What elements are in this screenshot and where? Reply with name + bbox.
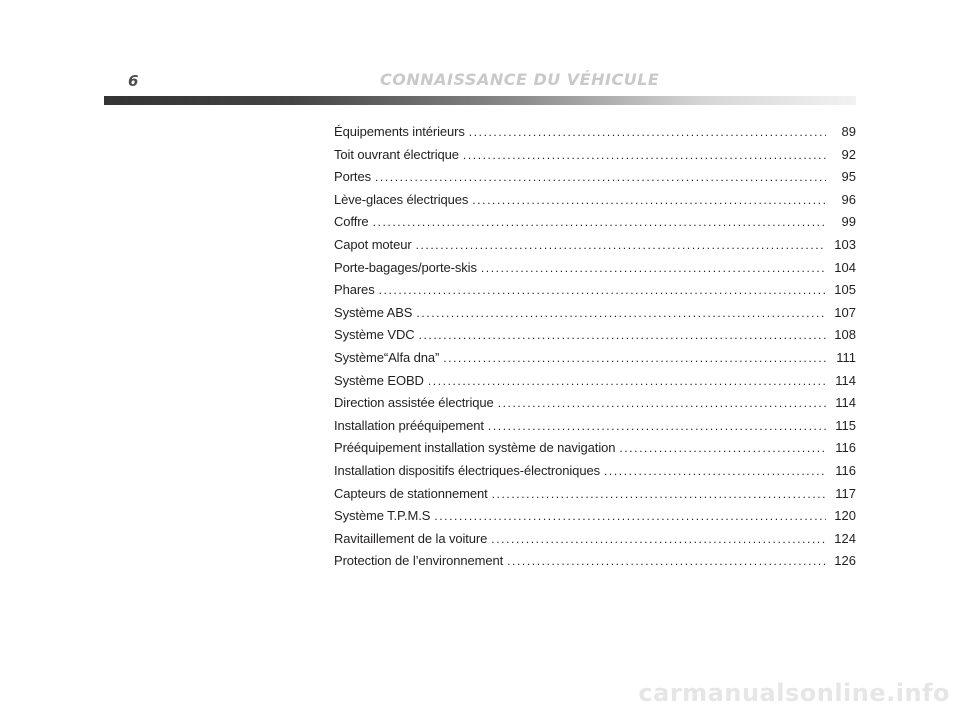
toc-entry[interactable] <box>334 124 856 147</box>
toc-leader-dots <box>488 419 826 433</box>
toc-entry-label: Capot moteur <box>334 236 412 252</box>
table-of-contents <box>334 124 856 576</box>
toc-leader-dots <box>604 464 826 478</box>
toc-leader-dots <box>492 487 826 501</box>
toc-entry-page: 108 <box>834 327 856 343</box>
toc-entry-label: Système“Alfa dna” <box>334 349 440 365</box>
toc-leader-dots <box>481 261 826 275</box>
toc-entry[interactable] <box>334 350 856 373</box>
toc-leader-dots <box>416 306 826 320</box>
toc-leader-dots <box>619 441 826 455</box>
toc-entry-label: Capteurs de stationnement <box>334 485 488 501</box>
toc-leader-dots <box>419 328 826 342</box>
toc-entry[interactable] <box>334 531 856 554</box>
toc-leader-dots <box>507 554 826 568</box>
toc-leader-dots <box>375 170 826 184</box>
toc-entry[interactable] <box>334 237 856 260</box>
toc-entry-label: Système ABS <box>334 304 413 320</box>
toc-entry-label: Système EOBD <box>334 372 424 388</box>
toc-entry-page: 126 <box>834 553 856 569</box>
toc-entry-label: Lève-glaces électriques <box>334 191 469 207</box>
toc-entry-label: Porte-bagages/porte-skis <box>334 259 477 275</box>
toc-entry-page: 92 <box>841 146 856 162</box>
toc-leader-dots <box>498 396 826 410</box>
toc-entry[interactable] <box>334 486 856 509</box>
toc-entry-label: Toit ouvrant électrique <box>334 146 459 162</box>
toc-entry-page: 116 <box>835 462 856 478</box>
toc-entry[interactable] <box>334 305 856 328</box>
toc-entry[interactable] <box>334 327 856 350</box>
toc-leader-dots <box>416 238 826 252</box>
toc-leader-dots <box>434 509 826 523</box>
toc-entry-label: Installation prééquipement <box>334 417 484 433</box>
toc-entry[interactable] <box>334 147 856 170</box>
toc-entry[interactable] <box>334 192 856 215</box>
toc-entry[interactable] <box>334 282 856 305</box>
toc-entry[interactable] <box>334 508 856 531</box>
toc-entry-page: 120 <box>834 508 856 524</box>
toc-entry-page: 117 <box>835 485 856 501</box>
toc-entry-page: 104 <box>834 259 856 275</box>
section-title: CONNAISSANCE DU VÉHICULE <box>380 70 660 89</box>
toc-entry-page: 124 <box>834 530 856 546</box>
header-rule <box>104 96 856 105</box>
watermark: carmanualsonline.info <box>638 679 950 707</box>
toc-entry-label: Système VDC <box>334 327 415 343</box>
toc-leader-dots <box>428 374 826 388</box>
page-number: 6 <box>128 72 139 90</box>
toc-entry[interactable] <box>334 440 856 463</box>
toc-entry-page: 111 <box>836 349 856 365</box>
toc-entry-page: 116 <box>835 440 856 456</box>
toc-entry-label: Système T.P.M.S <box>334 508 431 524</box>
toc-entry-page: 105 <box>834 282 856 298</box>
toc-entry-label: Phares <box>334 282 375 298</box>
toc-entry-label: Ravitaillement de la voiture <box>334 530 488 546</box>
toc-entry-page: 114 <box>835 395 856 411</box>
toc-entry[interactable] <box>334 214 856 237</box>
toc-entry-page: 103 <box>834 236 856 252</box>
toc-entry[interactable] <box>334 463 856 486</box>
toc-leader-dots <box>443 351 826 365</box>
toc-entry-label: Équipements intérieurs <box>334 124 465 139</box>
toc-entry-page: 115 <box>835 417 856 433</box>
toc-entry-page: 107 <box>834 304 856 320</box>
toc-leader-dots <box>463 148 826 162</box>
toc-entry-label: Portes <box>334 169 371 185</box>
toc-leader-dots <box>379 283 826 297</box>
toc-entry[interactable] <box>334 260 856 283</box>
toc-entry-page: 95 <box>841 169 856 185</box>
toc-entry-label: Direction assistée électrique <box>334 395 494 411</box>
toc-entry[interactable] <box>334 418 856 441</box>
toc-leader-dots <box>373 215 826 229</box>
toc-entry-label: Coffre <box>334 214 369 230</box>
toc-entry[interactable] <box>334 373 856 396</box>
toc-leader-dots <box>491 532 826 546</box>
toc-entry-page: 99 <box>841 214 856 230</box>
toc-entry-label: Prééquipement installation système de navigation <box>334 440 616 456</box>
toc-entry[interactable] <box>334 395 856 418</box>
toc-entry[interactable] <box>334 169 856 192</box>
toc-entry-page: 96 <box>841 191 856 207</box>
toc-leader-dots <box>469 125 826 139</box>
toc-leader-dots <box>472 193 826 207</box>
toc-entry-label: Protection de l’environnement <box>334 553 504 569</box>
toc-entry[interactable] <box>334 553 856 576</box>
toc-entry-label: Installation dispositifs électriques-électroniques <box>334 462 600 478</box>
toc-entry-page: 114 <box>835 372 856 388</box>
toc-entry-page: 89 <box>841 124 856 139</box>
